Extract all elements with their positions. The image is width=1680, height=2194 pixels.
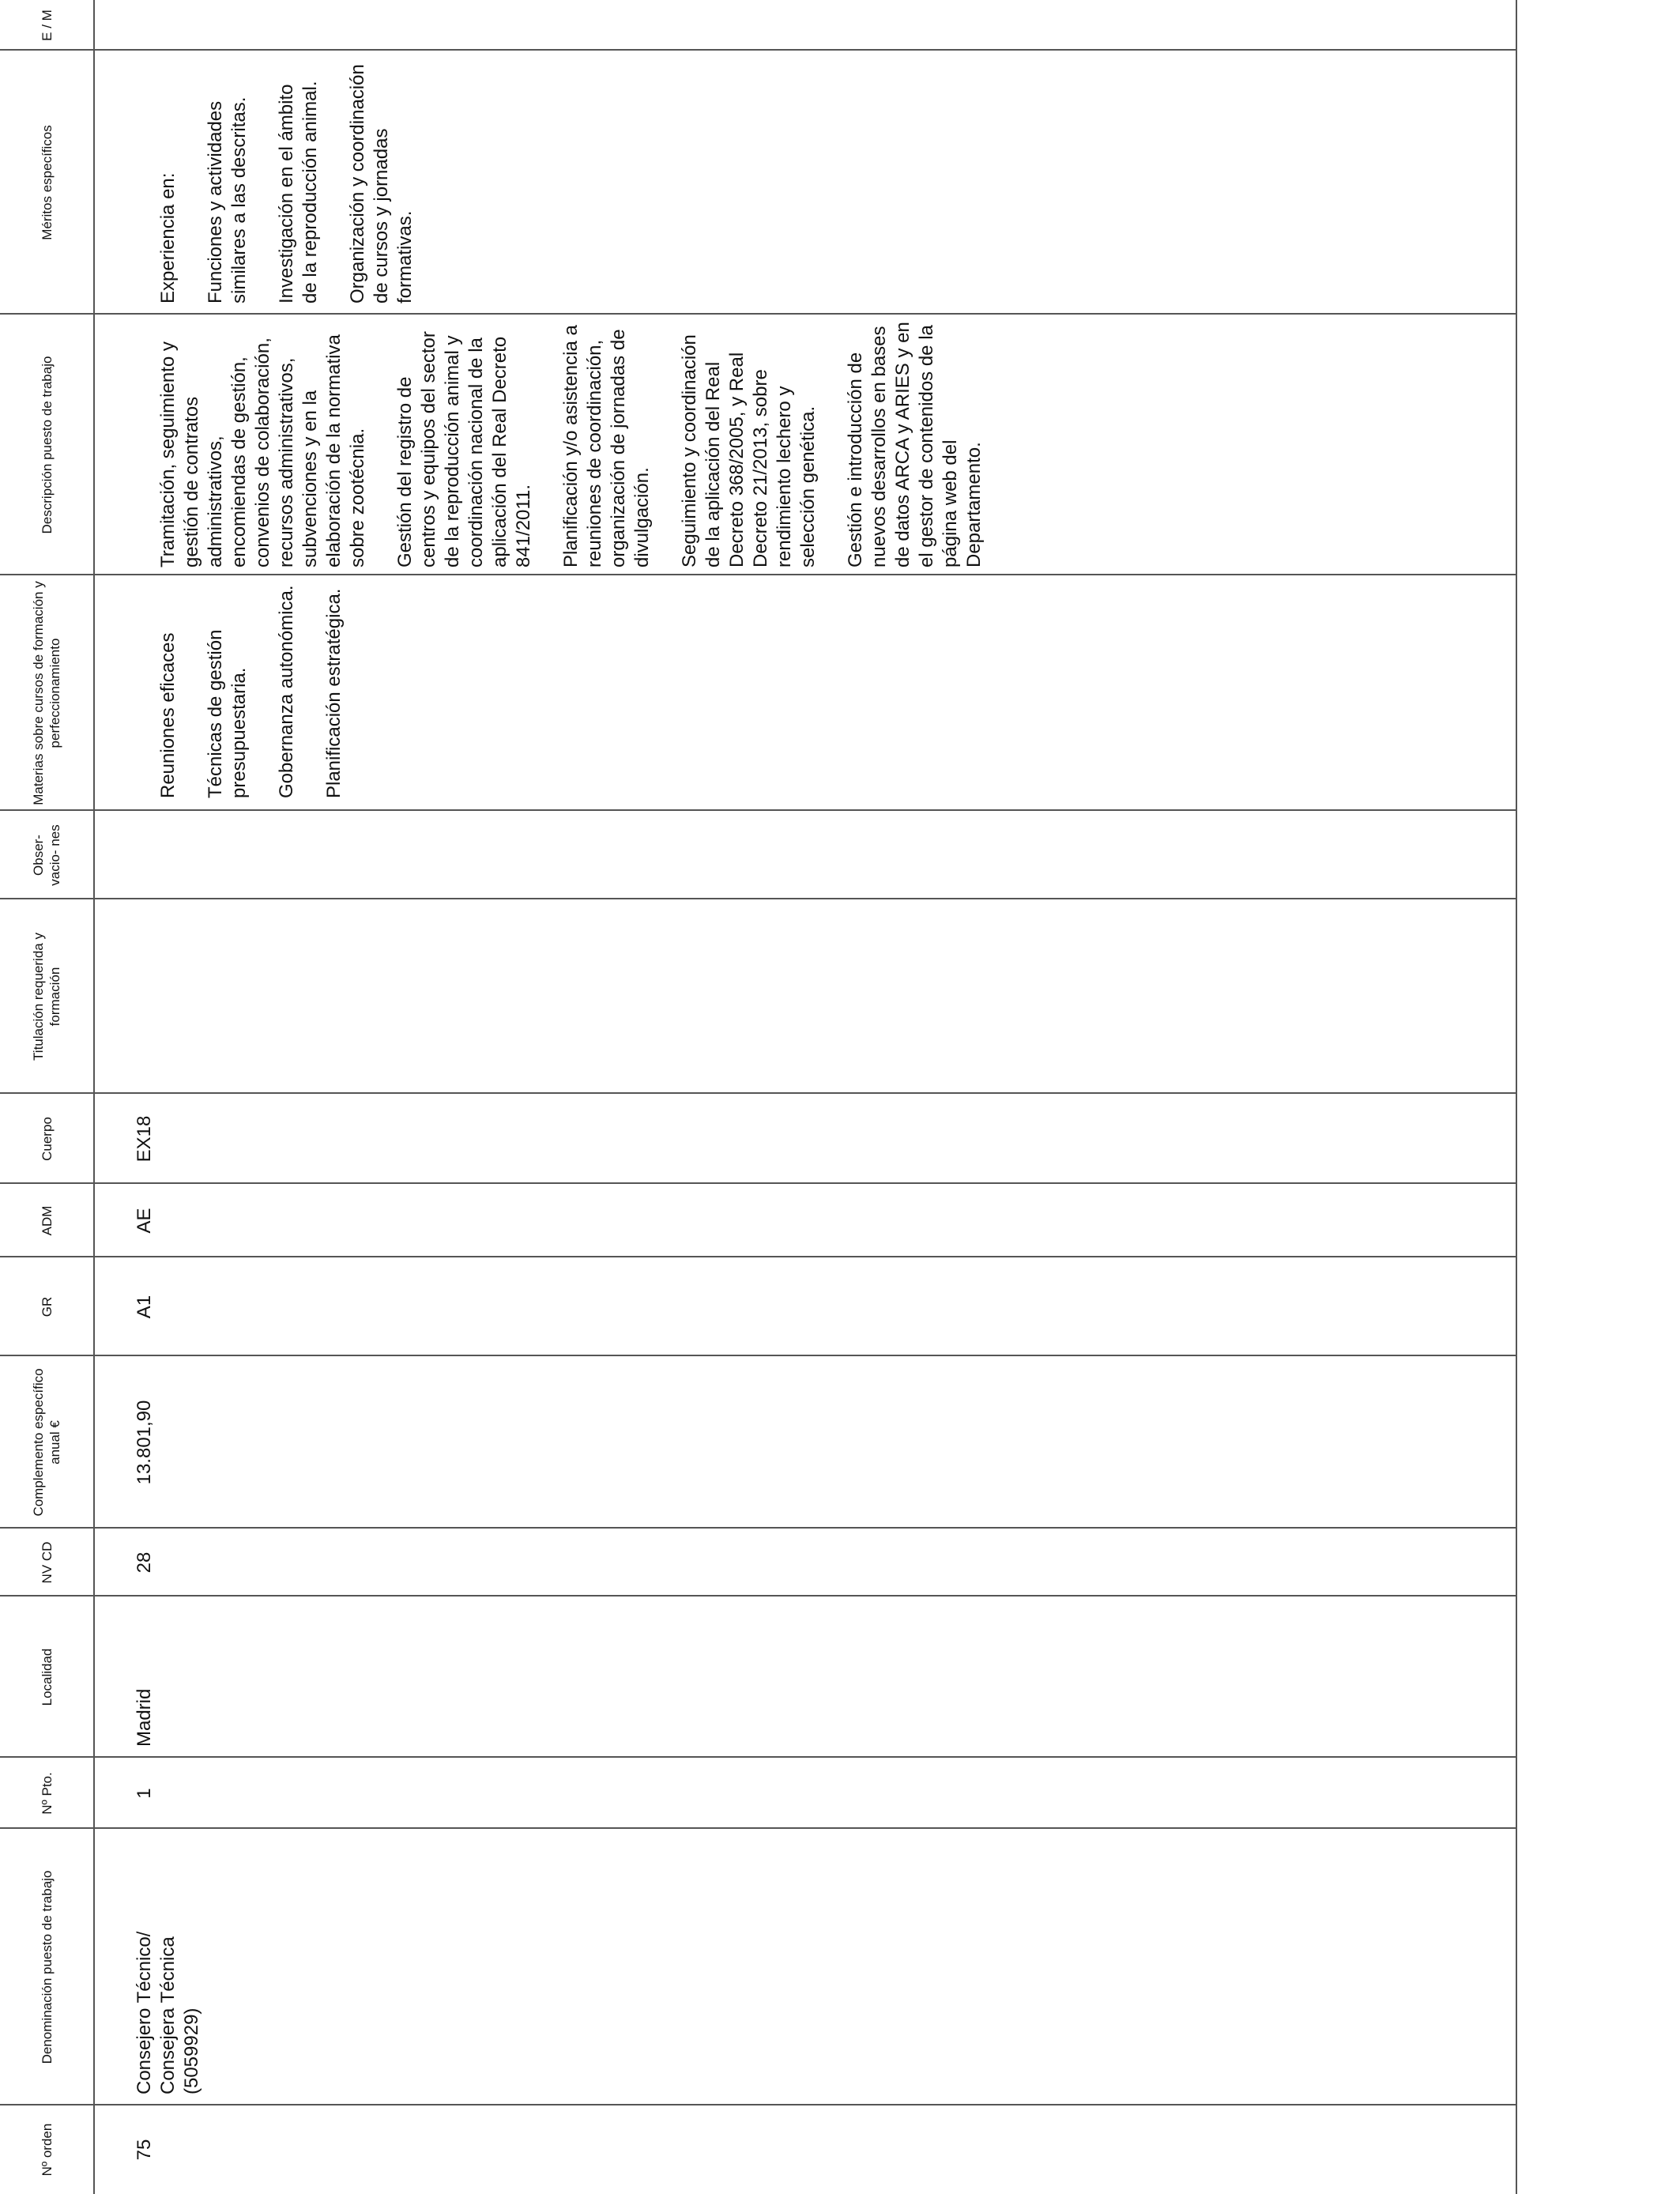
- cell-meritos: [133, 58, 441, 303]
- column-divider: [0, 49, 1517, 51]
- header-cuerpo: Cuerpo: [39, 1117, 55, 1161]
- merito-item: Experiencia en:: [157, 172, 179, 303]
- header-adm: ADM: [39, 1205, 55, 1236]
- cell-npto: 1: [134, 1788, 155, 1799]
- column-divider: [0, 313, 1517, 315]
- column-divider: [0, 2104, 1517, 2105]
- header-nvcd: NV CD: [39, 1541, 55, 1584]
- column-divider: [0, 1756, 1517, 1758]
- header-complemento: Complemento específico anual €: [31, 1368, 62, 1517]
- header-orden: Nº orden: [39, 2123, 55, 2177]
- column-divider: [0, 809, 1517, 811]
- cell-complemento: 13.801,90: [134, 1400, 155, 1485]
- column-divider: [0, 1182, 1517, 1184]
- header-denominacion: Denominación puesto de trabajo: [39, 1870, 55, 2064]
- header-meritos: Méritos específicos: [39, 125, 55, 240]
- cell-localidad: Madrid: [134, 1688, 155, 1747]
- header-npto: Nº Pto.: [39, 1772, 55, 1815]
- descripcion-item: Gestión del registro de centros y equipos del sector de la reproducción animal y coordinación nacional de la aplicación del Real Decreto 841/2011.: [394, 331, 534, 567]
- header-em: E / M: [39, 9, 55, 41]
- column-divider: [0, 898, 1517, 899]
- cell-materias: [133, 585, 370, 798]
- column-divider: [0, 574, 1517, 575]
- header-materias: Materias sobre cursos de formación y perfeccionamiento: [31, 581, 62, 805]
- materia-item: Planificación estratégica.: [323, 588, 345, 798]
- descripcion-item: Seguimiento y coordinación de la aplicación del Real Decreto 368/2005, y Real Decreto 21/2013, sobre rendimiento lechero y selección genética.: [679, 334, 819, 567]
- column-divider: [0, 1092, 1517, 1094]
- cell-nvcd: 28: [134, 1551, 155, 1574]
- header-localidad: Localidad: [39, 1648, 55, 1706]
- materia-item: Reuniones eficaces: [157, 632, 179, 798]
- column-divider: [0, 1256, 1517, 1257]
- descripcion-item: Gestión e introducción de nuevos desarrollos en bases de datos ARCA y ARIES y en el gestor de contenidos de la página web del Departamento.: [845, 322, 985, 567]
- header-descripcion: Descripción puesto de trabajo: [39, 356, 55, 534]
- column-divider: [0, 1527, 1517, 1529]
- cell-denominacion: Consejero Técnico/ Consejera Técnica (5059929): [134, 1931, 202, 2094]
- materia-item: Técnicas de gestión presupuestaria.: [205, 629, 250, 798]
- table-bottom-line: [1516, 0, 1517, 2194]
- cell-descripcion: [133, 318, 1010, 567]
- cell-adm: AE: [134, 1208, 155, 1234]
- column-divider: [0, 1827, 1517, 1829]
- column-divider: [0, 1595, 1517, 1596]
- header-gr: GR: [39, 1296, 55, 1318]
- header-titulacion: Titulación requerida y formación: [31, 933, 62, 1061]
- header-separator-line: [93, 0, 95, 2194]
- header-observaciones: Obser- vacio- nes: [31, 824, 62, 886]
- column-divider: [0, 1355, 1517, 1356]
- merito-item: Investigación en el ámbito de la reproducción animal.: [276, 81, 321, 303]
- descripcion-item: Tramitación, seguimiento y gestión de contratos administrativos, encomiendas de gestión, convenios de colaboración, recursos administrativos, subvenciones y en la elaboración de la normativa sobre zootécnia.: [157, 334, 368, 567]
- descripcion-item: Planificación y/o asistencia a reuniones de coordinación, organización de jornadas de divulgación.: [560, 325, 653, 567]
- merito-item: Organización y coordinación de cursos y jornadas formativas.: [347, 64, 416, 303]
- materia-item: Gobernanza autonómica.: [276, 585, 297, 798]
- cell-orden: 75: [134, 2139, 155, 2161]
- cell-gr: A1: [134, 1295, 155, 1319]
- cell-cuerpo: EX18: [134, 1115, 155, 1163]
- merito-item: Funciones y actividades similares a las descritas.: [205, 96, 250, 303]
